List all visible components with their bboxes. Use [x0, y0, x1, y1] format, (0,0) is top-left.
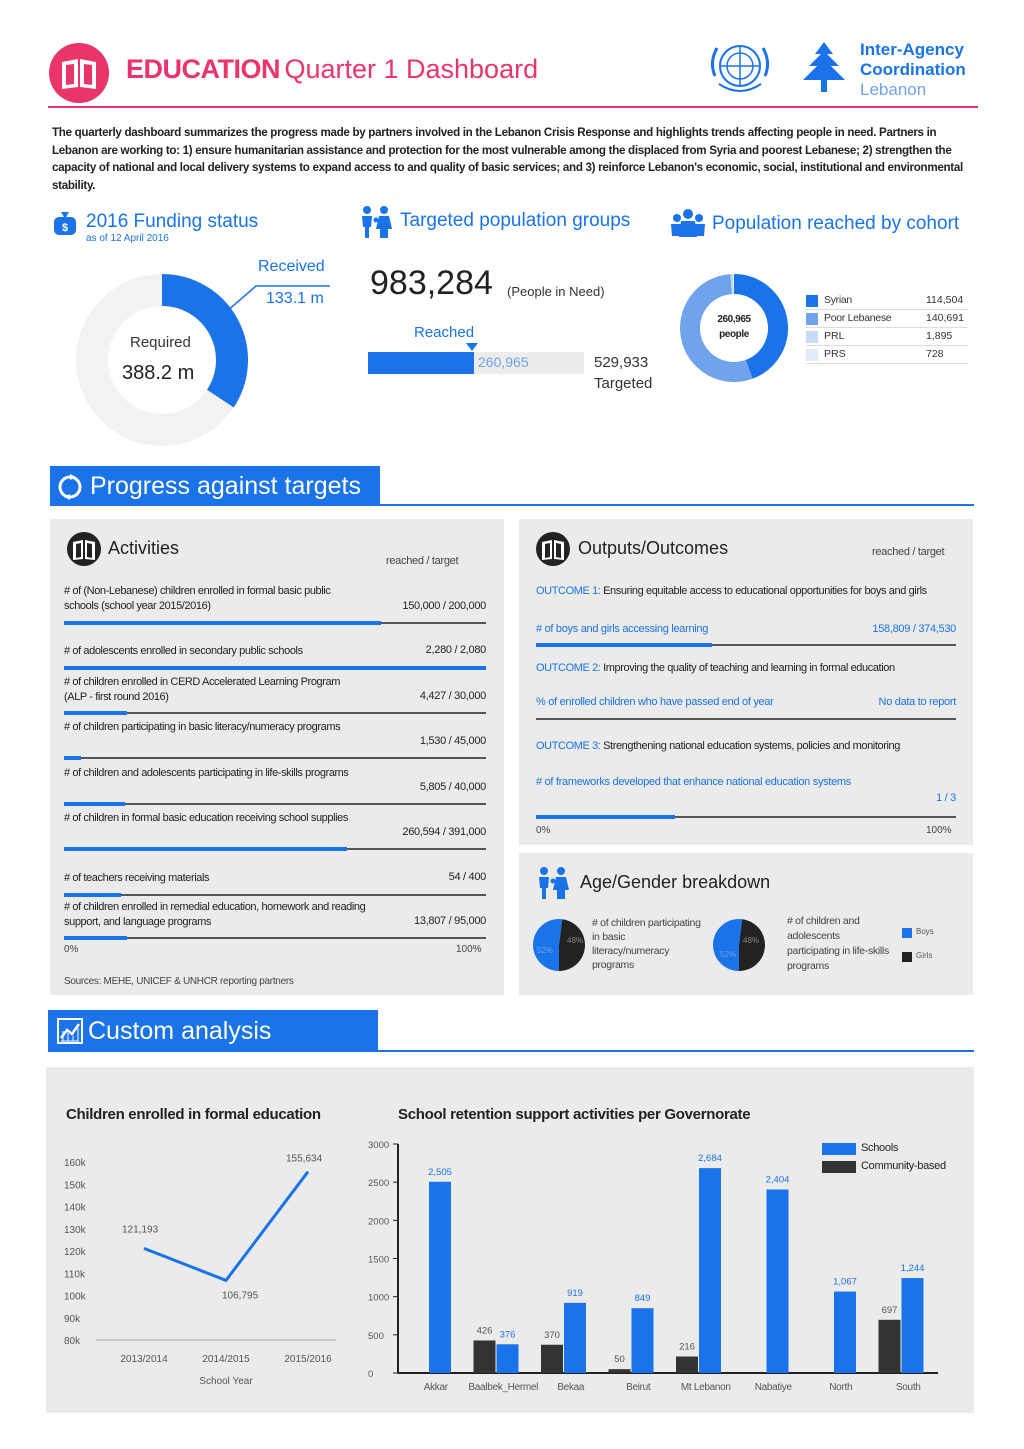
- x-tick-label: 2015/2016: [284, 1354, 332, 1365]
- y-tick-label: 80k: [64, 1336, 81, 1347]
- gender-pie-girls-pct: 48%: [567, 936, 584, 945]
- boys-slice: [533, 919, 562, 971]
- activity-value: 4,427 / 30,000: [419, 690, 486, 702]
- org-line-3: Lebanon: [860, 80, 927, 99]
- outputs-scale-min: 0%: [536, 825, 551, 836]
- gender-pie-boys-pct: 52%: [720, 950, 737, 959]
- activity-label: # of teachers receiving materials: [64, 872, 210, 884]
- x-tick-label: Nabatiye: [754, 1382, 792, 1393]
- svg-text:$: $: [61, 222, 69, 234]
- bar-legend-schools: Schools: [861, 1142, 899, 1154]
- x-tick-label: 2014/2015: [202, 1354, 250, 1365]
- cohort-label: Poor Lebanese: [824, 312, 892, 324]
- schools-bar: [497, 1344, 519, 1373]
- schools-bar: [902, 1278, 924, 1373]
- activity-value: 260,594 / 391,000: [402, 826, 486, 838]
- activity-row: [64, 811, 486, 853]
- cohort-row: [806, 328, 968, 346]
- boys-slice: [713, 919, 742, 971]
- gender-pie: [712, 918, 766, 972]
- activity-label: # of children enrolled in remedial education, homework and reading support, and language programs: [64, 901, 366, 928]
- outcome-value: No data to report: [878, 696, 956, 708]
- header-divider: [48, 106, 978, 108]
- reached-bar-track: [368, 352, 584, 374]
- cohort-value: 114,504: [926, 294, 964, 306]
- activity-label: # of children in formal basic education receiving school supplies: [64, 812, 349, 824]
- bar-value-label: 919: [567, 1287, 583, 1299]
- cohort-label: PRS: [824, 348, 846, 360]
- pin-value: 983,284: [370, 264, 493, 302]
- activity-row: [64, 871, 486, 897]
- schools-bar: [834, 1292, 856, 1373]
- y-tick-label: 150k: [64, 1180, 86, 1192]
- funding-asof: as of 12 April 2016: [86, 233, 169, 244]
- outcome-block: [536, 661, 956, 723]
- custom-band-title: Custom analysis: [88, 1017, 272, 1045]
- received-label: Received: [258, 258, 325, 275]
- outcome-text: Strengthening national education systems, policies and monitoring: [603, 740, 900, 752]
- outcome-bar-track: [536, 718, 956, 720]
- x-tick-label: Mt Lebanon: [680, 1382, 731, 1393]
- y-tick-label: 2500: [368, 1178, 390, 1190]
- cohort-row: [806, 292, 968, 310]
- activity-bar-fill: [64, 802, 125, 806]
- data-label: 106,795: [222, 1290, 259, 1302]
- bar-value-label: 2,505: [428, 1166, 452, 1178]
- bar-value-label: 376: [499, 1329, 516, 1341]
- activity-row: [64, 900, 486, 942]
- gender-pie-girls-pct: 48%: [743, 936, 760, 945]
- outcome-prefix: OUTCOME 3:: [536, 740, 601, 752]
- y-tick-label: 500: [368, 1330, 384, 1342]
- agegender-title: Age/Gender breakdown: [580, 872, 771, 892]
- required-label: Required: [130, 334, 191, 351]
- x-tick-label: 2013/2014: [120, 1354, 168, 1365]
- activity-label: # of children and adolescents participating in life-skills programs: [64, 767, 349, 779]
- y-tick-label: 160k: [64, 1158, 86, 1169]
- cohort-row: [806, 310, 968, 328]
- gender-pie-label: # of children and adolescents participating in life-skills programs: [787, 915, 889, 972]
- page-title: [126, 54, 538, 85]
- activity-bar-track: [64, 937, 486, 939]
- pin-label: (People in Need): [507, 284, 605, 299]
- legend-boys: Boys: [916, 927, 934, 936]
- header: [48, 40, 978, 110]
- reached-marker-icon: [466, 343, 478, 351]
- cohort-center: [700, 312, 768, 342]
- bar-value-label: 697: [881, 1304, 898, 1316]
- activity-bar-track: [64, 803, 486, 805]
- cohort-value: 1,895: [926, 330, 953, 342]
- x-tick-label: Akkar: [423, 1382, 448, 1393]
- activity-value: 54 / 400: [448, 871, 486, 883]
- y-tick-label: 1000: [368, 1292, 390, 1304]
- legend-girls-swatch: [902, 952, 912, 962]
- bar-value-label: 2,684: [698, 1153, 722, 1165]
- community-bar: [879, 1320, 901, 1373]
- cohort-center-unit: people: [719, 329, 749, 340]
- activity-bar-fill: [64, 756, 81, 760]
- activities-header: reached / target: [386, 555, 459, 567]
- org-name: [860, 40, 966, 100]
- activity-row: [64, 720, 486, 762]
- bar-value-label: 426: [476, 1325, 493, 1337]
- line-chart-icon: [56, 1017, 84, 1045]
- outcome-indicator: # of boys and girls accessing learning: [536, 623, 709, 635]
- y-tick-label: 100k: [64, 1291, 86, 1303]
- activity-bar-fill: [64, 847, 347, 851]
- cohort-swatch: [806, 331, 818, 343]
- required-value: 388.2 m: [122, 362, 195, 384]
- bar-value-label: 849: [634, 1293, 651, 1305]
- activity-bar-fill: [64, 893, 121, 897]
- legend-boys-swatch: [902, 928, 912, 938]
- bar-value-label: 1,244: [900, 1263, 925, 1275]
- progress-band-title: Progress against targets: [90, 472, 361, 500]
- community-bar: [474, 1340, 496, 1373]
- community-bar: [609, 1369, 631, 1373]
- schools-bar: [699, 1168, 721, 1373]
- community-bar: [541, 1345, 563, 1373]
- group-icon: [670, 208, 706, 238]
- intro-text: The quarterly dashboard summarizes the progress made by partners involved in the Lebanon Crisis Response and highlights trends affecting people in need. Partners in Lebanon are working to: 1) ensure humanitarian assistance and protection for the most vulnerable among the displaced from Syria and poorest Lebanese; 2) strengthen the capacity of national and local delivery systems to expand access to and quality of basic services; and 3) reinforce Lebanon's economic, social, institutional and environmental stability.: [52, 126, 963, 192]
- x-tick-label: South: [895, 1382, 921, 1393]
- outcome-prefix: OUTCOME 1:: [536, 585, 601, 597]
- activity-value: 1,530 / 45,000: [419, 735, 486, 747]
- received-value: 133.1 m: [266, 290, 324, 307]
- custom-band: [48, 1010, 378, 1052]
- bar-value-label: 216: [679, 1341, 695, 1353]
- activity-row: [64, 584, 486, 626]
- targeted-title: Targeted population groups: [400, 210, 631, 231]
- outcome-indicator: # of frameworks developed that enhance national education systems: [536, 776, 851, 788]
- bar-legend-community-swatch: [822, 1161, 856, 1173]
- activities-title: Activities: [108, 538, 180, 558]
- outcome-bar-fill: [536, 815, 675, 819]
- bar-chart-title: School retention support activities per Governorate: [398, 1106, 751, 1123]
- cohort-swatch: [806, 313, 818, 325]
- gender-pie: [532, 918, 586, 972]
- title-bold: EDUCATION: [126, 54, 280, 84]
- custom-band-line: [378, 1050, 974, 1052]
- line-chart-title: Children enrolled in formal education: [66, 1106, 321, 1123]
- activity-row: [64, 644, 486, 670]
- cohort-title: Population reached by cohort: [712, 213, 960, 234]
- x-tick-label: Beirut: [626, 1382, 651, 1393]
- outputs-scale-max: 100%: [926, 825, 952, 836]
- progress-band: [50, 466, 380, 506]
- outcome-value: 1 / 3: [936, 792, 956, 804]
- cohort-center-value: 260,965: [717, 314, 751, 325]
- y-tick-label: 140k: [64, 1202, 86, 1214]
- y-tick-label: 90k: [64, 1313, 81, 1325]
- outcome-text: Improving the quality of teaching and learning in formal education: [603, 662, 895, 674]
- cohort-table: [806, 292, 968, 364]
- activity-bar-fill: [64, 711, 127, 715]
- outputs-title: Outputs/Outcomes: [578, 538, 729, 558]
- targeted-value: 529,933: [594, 354, 649, 371]
- schools-bar: [564, 1303, 586, 1373]
- org-line-2: Coordination: [860, 60, 966, 79]
- x-tick-label: Bekaa: [557, 1382, 585, 1393]
- bar-legend-schools-swatch: [822, 1143, 856, 1155]
- reached-value: 260,965: [478, 354, 529, 370]
- cohort-value: 140,691: [926, 312, 964, 324]
- activity-bar-track: [64, 894, 486, 896]
- outcome-title: [536, 584, 956, 599]
- cedar-icon: [793, 40, 855, 98]
- outcome-block: [536, 739, 956, 823]
- activity-value: 13,807 / 95,000: [414, 915, 486, 927]
- money-bag-icon: [52, 209, 78, 237]
- legend-girls: Girls: [916, 951, 933, 960]
- outcome-indicator: % of enrolled children who have passed end of year: [536, 696, 774, 708]
- y-tick-label: 0: [368, 1369, 374, 1380]
- schools-bar: [429, 1182, 451, 1373]
- book-icon: [66, 531, 102, 567]
- activity-row: [64, 766, 486, 808]
- activity-value: 5,805 / 40,000: [419, 781, 486, 793]
- bar-value-label: 1,067: [833, 1276, 857, 1288]
- schools-bar: [632, 1308, 654, 1373]
- gender-pie-boys-pct: 52%: [537, 946, 554, 955]
- activity-bar-fill: [64, 621, 381, 625]
- org-line-1: Inter-Agency: [860, 40, 964, 59]
- x-tick-label: Baalbek_Hermel: [468, 1382, 539, 1393]
- outcome-block: [536, 584, 956, 650]
- activities-scale-min: 0%: [64, 944, 79, 955]
- outcome-prefix: OUTCOME 2:: [536, 662, 601, 674]
- activity-bar-track: [64, 757, 486, 759]
- book-icon: [48, 42, 110, 104]
- bar-value-label: 50: [614, 1354, 625, 1366]
- y-tick-label: 110k: [64, 1269, 85, 1281]
- line-series: [144, 1172, 308, 1281]
- cohort-swatch: [806, 349, 818, 361]
- progress-band-line: [380, 504, 974, 506]
- gender-pie-label: # of children participating in basic literacy/numeracy programs: [592, 917, 701, 971]
- cohort-value: 728: [926, 348, 944, 360]
- y-tick-label: 130k: [64, 1224, 86, 1236]
- outcome-title: [536, 739, 916, 754]
- girls-slice: [559, 919, 585, 971]
- people-icon: [535, 866, 571, 900]
- activity-bar-fill: [64, 936, 127, 940]
- reached-label: Reached: [414, 324, 475, 341]
- un-emblem-icon: [703, 36, 777, 100]
- cohort-label: PRL: [824, 330, 845, 342]
- activity-label: # of (Non-Lebanese) children enrolled in formal basic public schools (school year 2015/2016): [64, 585, 331, 612]
- community-bar: [676, 1357, 698, 1373]
- activity-value: 2,280 / 2,080: [425, 644, 486, 656]
- girls-slice: [739, 919, 765, 971]
- bar-value-label: 370: [544, 1329, 560, 1341]
- data-label: 155,634: [286, 1153, 323, 1165]
- y-tick-label: 2000: [368, 1216, 390, 1228]
- activities-scale-max: 100%: [456, 944, 482, 955]
- outcome-title: [536, 661, 956, 676]
- title-rest: Quarter 1 Dashboard: [284, 54, 539, 84]
- activity-bar-fill: [64, 666, 486, 670]
- outcome-text: Ensuring equitable access to educational opportunities for boys and girls: [603, 585, 927, 597]
- schools-bar: [767, 1189, 789, 1373]
- outcome-value: 158,809 / 374,530: [872, 623, 956, 635]
- activity-row: [64, 675, 486, 717]
- activity-label: # of adolescents enrolled in secondary public schools: [64, 645, 303, 657]
- activity-value: 150,000 / 200,000: [402, 600, 486, 612]
- cycle-icon: [56, 473, 84, 501]
- cohort-label: Syrian: [824, 294, 852, 306]
- book-icon: [535, 531, 571, 567]
- targeted-label: Targeted: [594, 375, 653, 392]
- cohort-row: [806, 346, 968, 364]
- y-tick-label: 3000: [368, 1140, 390, 1151]
- reached-bar-fill: [368, 352, 474, 374]
- people-icon: [358, 205, 394, 239]
- activity-label: # of children enrolled in CERD Accelerated Learning Program (ALP - first round 2016): [64, 676, 341, 703]
- sources: Sources: MEHE, UNICEF & UNHCR reporting partners: [64, 976, 294, 987]
- bar-legend-community: Community-based: [861, 1160, 946, 1172]
- cohort-swatch: [806, 295, 818, 307]
- x-tick-label: North: [829, 1382, 853, 1393]
- y-tick-label: 120k: [64, 1247, 86, 1258]
- outcome-bar-fill: [536, 643, 712, 647]
- activity-label: # of children participating in basic literacy/numeracy programs: [64, 721, 341, 733]
- activity-bar-track: [64, 712, 486, 714]
- outputs-header: reached / target: [872, 546, 945, 558]
- funding-title: 2016 Funding status: [86, 211, 259, 232]
- x-axis-label: School Year: [199, 1376, 253, 1387]
- line-chart: [56, 1140, 346, 1390]
- bar-value-label: 2,404: [765, 1174, 790, 1186]
- y-tick-label: 1500: [368, 1254, 390, 1266]
- data-label: 121,193: [122, 1224, 159, 1236]
